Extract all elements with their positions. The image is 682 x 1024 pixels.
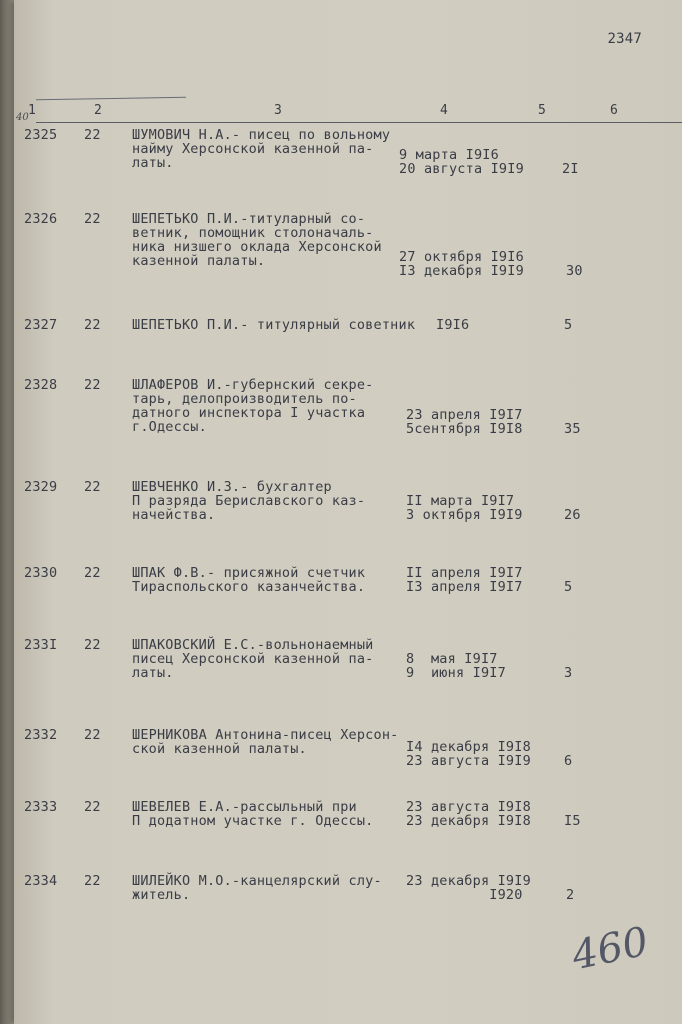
column-number-6: 6 — [610, 103, 619, 118]
fond-number: 22 — [84, 873, 101, 889]
page-count: 26 — [564, 507, 581, 523]
header-rule — [36, 122, 682, 123]
record-dates: II апреля I9I7 I3 апреля I9I7 — [406, 565, 523, 595]
column-number-1: 1 — [28, 103, 37, 118]
page-count: 5 — [564, 317, 573, 333]
record-description: ШЕПЕТЬКО П.И.- титулярный советник — [132, 317, 416, 333]
record-description: ШЕРНИКОВА Антонина-писец Херсон- ской казенной палаты. — [132, 727, 399, 757]
record-number: 2329 — [24, 479, 58, 495]
record-dates: 8 мая I9I7 9 июня I9I7 — [406, 651, 506, 681]
fond-number: 22 — [84, 211, 101, 227]
record-number: 233I — [24, 637, 58, 653]
page-count: 3 — [564, 665, 573, 681]
record-dates: 23 декабря I9I9 I920 — [406, 873, 531, 903]
page-count: 30 — [566, 263, 583, 279]
record-description: ШЕПЕТЬКО П.И.-титуларный со- ветник, помощник столоначаль- ника низшего оклада Херсонской казенной палаты. — [132, 211, 382, 269]
column-number-2: 2 — [94, 103, 103, 118]
header-rule-top — [36, 97, 186, 101]
column-number-5: 5 — [538, 103, 547, 118]
record-description: ШПАКОВСКИЙ Е.С.-вольнонаемный писец Херсонской казенной па- латы. — [132, 637, 374, 681]
fond-number: 22 — [84, 317, 101, 333]
handwritten-folio-number: 460 — [567, 918, 652, 980]
archive-sheet — [14, 0, 682, 1024]
record-number: 2334 — [24, 873, 58, 889]
record-number: 2325 — [24, 127, 58, 143]
fond-number: 22 — [84, 377, 101, 393]
record-description: ШЛАФЕРОВ И.-губернский секре- тарь, делопроизводитель по- датного инспектора I участка г.Одессы. — [132, 377, 374, 435]
page-count: 2I — [562, 161, 579, 177]
record-dates: 9 марта I9I6 20 августа I9I9 — [399, 147, 524, 177]
column-number-3: 3 — [274, 103, 283, 118]
record-description: ШЕВЧЕНКО И.З.- бухгалтер П разряда Бериславского каз- начейства. — [132, 479, 366, 523]
fond-number: 22 — [84, 565, 101, 581]
fond-number: 22 — [84, 127, 101, 143]
record-number: 2332 — [24, 727, 58, 743]
record-number: 2328 — [24, 377, 58, 393]
page-number: 2347 — [607, 31, 642, 47]
record-dates: 27 октября I9I6 I3 декабря I9I9 — [399, 249, 524, 279]
record-dates: 23 апреля I9I7 5сентября I9I8 — [406, 407, 523, 437]
page-count: 6 — [564, 753, 573, 769]
margin-mark: 40 — [16, 112, 29, 123]
fond-number: 22 — [84, 637, 101, 653]
page-count: 35 — [564, 421, 581, 437]
fond-number: 22 — [84, 479, 101, 495]
record-dates: II марта I9I7 3 октября I9I9 — [406, 493, 523, 523]
page-count: I5 — [564, 813, 581, 829]
fond-number: 22 — [84, 727, 101, 743]
column-number-4: 4 — [440, 103, 449, 118]
record-number: 2326 — [24, 211, 58, 227]
record-number: 2333 — [24, 799, 58, 815]
record-dates: I4 декабря I9I8 23 августа I9I9 — [406, 739, 531, 769]
record-number: 2330 — [24, 565, 58, 581]
record-dates: I9I6 — [436, 317, 470, 333]
record-description: ШИЛЕЙКО М.О.-канцелярский слу- житель. — [132, 873, 382, 903]
record-dates: 23 августа I9I8 23 декабря I9I8 — [406, 799, 531, 829]
binding-spine — [0, 0, 14, 1024]
record-description: ШПАК Ф.В.- присяжной счетчик Тираспольского казанчейства. — [132, 565, 366, 595]
fond-number: 22 — [84, 799, 101, 815]
record-description: ШУМОВИЧ Н.А.- писец по вольному найму Херсонской казенной па- латы. — [132, 127, 391, 171]
record-number: 2327 — [24, 317, 58, 333]
record-description: ШЕВЕЛЕВ Е.А.-рассыльный при П додатном участке г. Одессы. — [132, 799, 374, 829]
page-count: 5 — [564, 579, 573, 595]
page-count: 2 — [566, 887, 575, 903]
